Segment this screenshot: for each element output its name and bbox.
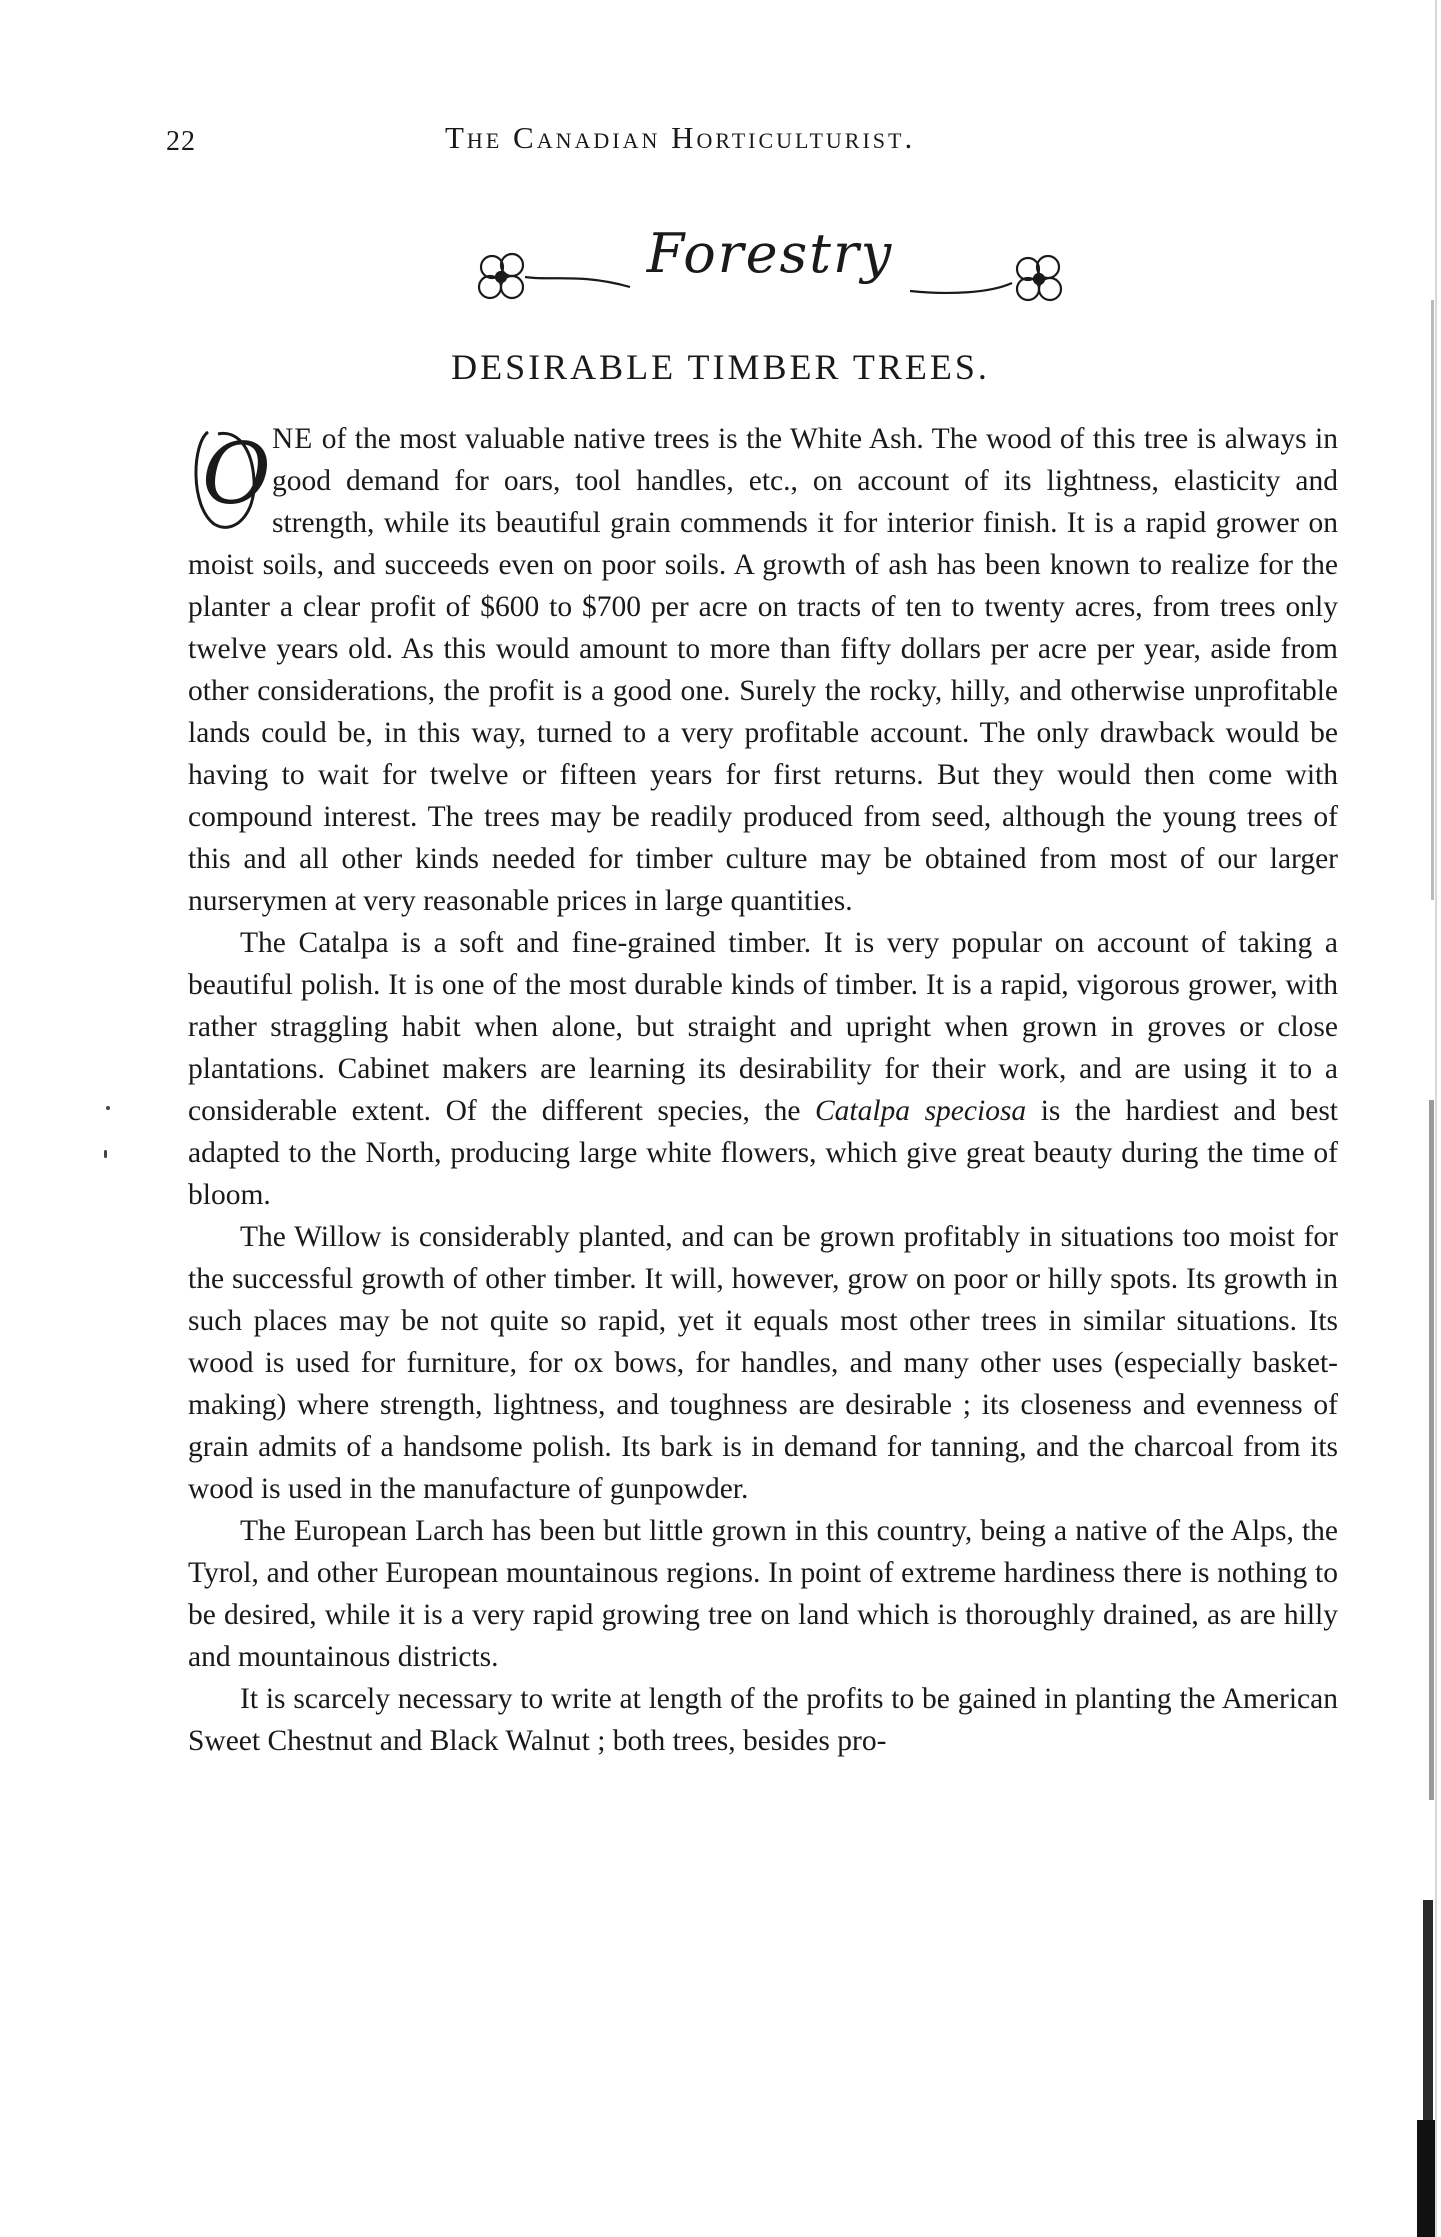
paragraph-white-ash	[188, 418, 1338, 922]
page-number: 22	[166, 126, 196, 157]
paragraph-text: The European Larch has been but little grown in this country, being a native of the Alps, the Tyrol, and other European mountainous regions. In point of extreme hardiness there is nothing to be desired, while it is a very rapid growing tree on land which is thoroughly drained, as are hilly and mountainous districts.	[188, 1515, 1338, 1673]
paragraph-larch	[188, 1510, 1338, 1678]
article-title: DESIRABLE TIMBER TREES.	[451, 347, 990, 387]
gutter-mark	[104, 1150, 107, 1158]
section-title: Forestry	[646, 222, 894, 285]
paragraph-text: It is scarcely necessary to write at length of the profits to be gained in planting the American Sweet Chestnut and Black Walnut ; both trees, besides pro-	[188, 1683, 1338, 1757]
dropcap	[188, 424, 271, 536]
paragraph-willow	[188, 1216, 1338, 1510]
flourish-right-icon	[900, 247, 1070, 322]
article-body	[188, 418, 1338, 1762]
gutter-mark	[106, 1106, 110, 1110]
species-name: Catalpa speciosa	[814, 1095, 1027, 1127]
paragraph-text: is the hardiest and best adapted to the North, producing large white flowers, which give great beauty during the time of bloom.	[188, 1095, 1338, 1211]
paragraph-chestnut	[188, 1678, 1338, 1762]
section-heading	[470, 222, 1070, 332]
paragraph-text: The Willow is considerably planted, and can be grown profitably in situations too moist for the successful growth of other timber. It will, however, grow on poor or hilly spots. Its growth in such places may be not quite so rapid, yet it equals most other trees in similar situations. Its wood is used for furniture, for ox bows, for handles, and many other uses (especially basket-making) where strength, lightness, and toughness are desirable ; its closeness and evenness of grain admits of a handsome polish. Its bark is in demand for tanning, and the charcoal from its wood is used in the manufacture of gunpowder.	[188, 1221, 1338, 1505]
paragraph-text: The Catalpa is a soft and fine-grained timber. It is very popular on account of taking a beautiful polish. It is one of the most durable kinds of timber. It is a rapid, vigorous grower, with rather straggling habit when alone, but straight and upright when grown in groves or close plantations. Cabinet makers are learning its desirability for their work, and are using it to a considerable extent. Of the different species, the	[188, 927, 1338, 1127]
paragraph-catalpa	[188, 922, 1338, 1216]
running-head	[160, 118, 1290, 166]
first-word: NE	[272, 423, 314, 455]
journal-title: The Canadian Horticulturist.	[445, 120, 916, 155]
dropcap-letter: O	[202, 425, 271, 523]
paragraph-text: of the most valuable native trees is the White Ash. The wood of this tree is always in good demand for oars, tool handles, etc., on account of its lightness, elasticity and strength, while its beautiful grain commends it for interior finish. It is a rapid grower on moist soils, and succeeds even on poor soils. A growth of ash has been known to realize for the planter a clear profit of $600 to $700 per acre on tracts of ten to twenty acres, from trees only twelve years old. As this would amount to more than fifty dollars per acre per year, aside from other considerations, the profit is a good one. Surely the rocky, hilly, and otherwise unprofitable lands could be, in this way, turned to a very profitable account. The only drawback would be having to wait for twelve or fifteen years for first returns. But they would then come with compound interest. The trees may be readily produced from seed, although the young trees of this and all other kinds needed for timber culture may be obtained from most of our larger nurserymen at very reasonable prices in large quantities.	[188, 423, 1338, 917]
flourish-left-icon	[470, 247, 640, 322]
scan-edge	[1413, 0, 1441, 2237]
